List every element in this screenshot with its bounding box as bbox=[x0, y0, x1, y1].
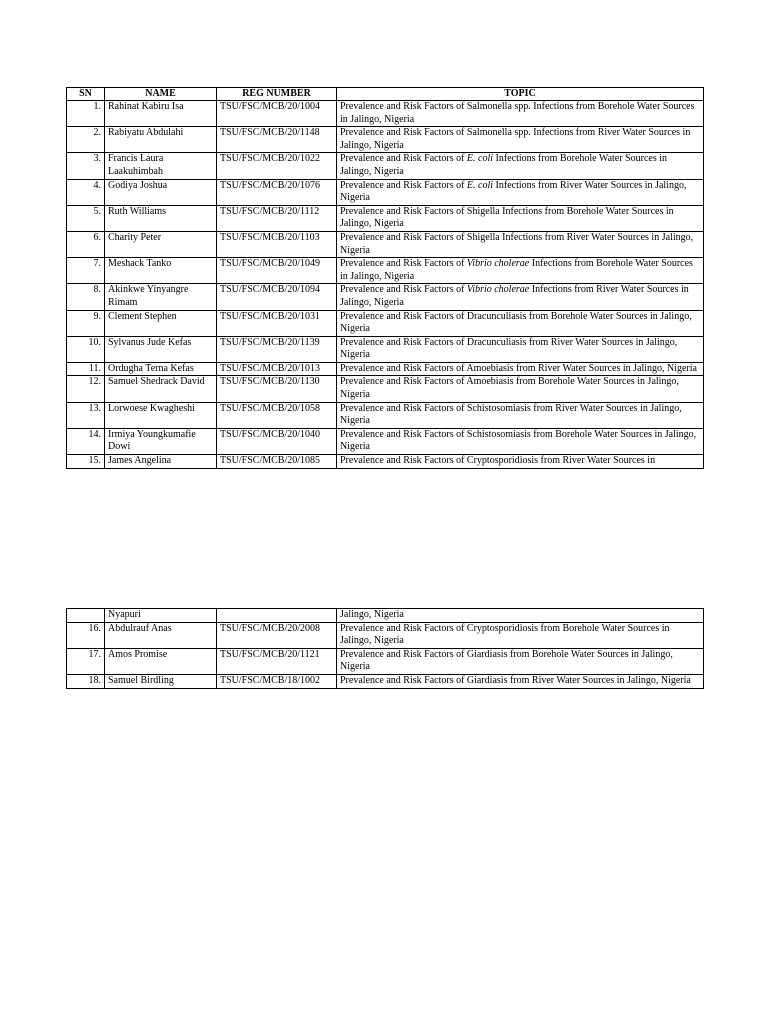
cell-topic bbox=[337, 127, 704, 153]
cell-reg-number: TSU/FSC/MCB/20/1076 bbox=[217, 179, 337, 205]
table-row bbox=[67, 101, 704, 127]
cell-sn: 15. bbox=[67, 455, 105, 469]
student-topics-table bbox=[66, 87, 704, 469]
table-row bbox=[67, 179, 704, 205]
cell-topic bbox=[337, 258, 704, 284]
topic-text: Prevalence and Risk Factors of bbox=[340, 284, 467, 296]
cell-topic bbox=[337, 455, 704, 469]
cell-topic bbox=[337, 231, 704, 257]
cell-reg-number: TSU/FSC/MCB/20/1094 bbox=[217, 284, 337, 310]
cell-topic bbox=[337, 205, 704, 231]
topic-text: Prevalence and Risk Factors of Cryptosporidiosis from River Water Sources in bbox=[340, 455, 656, 467]
cell-topic bbox=[337, 101, 704, 127]
table-row bbox=[67, 205, 704, 231]
cell-reg-number bbox=[217, 609, 337, 623]
topic-text: Prevalence and Risk Factors of Salmonella spp. Infections from Borehole Water Sources in Jalingo, Nigeria bbox=[340, 101, 695, 125]
table-row bbox=[67, 362, 704, 376]
cell-topic bbox=[337, 362, 704, 376]
header-reg-number: REG NUMBER bbox=[217, 88, 337, 101]
cell-reg-number: TSU/FSC/MCB/20/1112 bbox=[217, 205, 337, 231]
topic-text: Prevalence and Risk Factors of Dracunculiasis from Borehole Water Sources in Jalingo, Nigeria bbox=[340, 310, 692, 335]
cell-reg-number: TSU/FSC/MCB/20/1022 bbox=[217, 153, 337, 179]
cell-reg-number: TSU/FSC/MCB/20/1148 bbox=[217, 127, 337, 153]
topic-text: Prevalence and Risk Factors of Amoebiasis from River Water Sources in Jalingo, Nigeria bbox=[340, 362, 697, 374]
cell-name: Irmiya Youngkumafie Dowi bbox=[105, 428, 217, 454]
cell-sn: 14. bbox=[67, 428, 105, 454]
table-body-continued bbox=[67, 609, 704, 689]
cell-topic bbox=[337, 674, 704, 688]
topic-text: Prevalence and Risk Factors of Dracunculiasis from River Water Sources in Jalingo, Nigeria bbox=[340, 336, 678, 361]
topic-text: Prevalence and Risk Factors of Giardiasis from Borehole Water Sources in Jalingo, Nigeria bbox=[340, 648, 673, 673]
cell-name: Amos Promise bbox=[105, 648, 217, 674]
cell-topic bbox=[337, 153, 704, 179]
table-row bbox=[67, 153, 704, 179]
cell-reg-number: TSU/FSC/MCB/20/1058 bbox=[217, 402, 337, 428]
cell-topic bbox=[337, 648, 704, 674]
cell-reg-number: TSU/FSC/MCB/18/1002 bbox=[217, 674, 337, 688]
cell-sn: 5. bbox=[67, 205, 105, 231]
topic-text: Prevalence and Risk Factors of Schistosomiasis from River Water Sources in Jalingo, Nigeria bbox=[340, 402, 682, 427]
cell-sn: 16. bbox=[67, 622, 105, 648]
table-row bbox=[67, 622, 704, 648]
cell-name: Samuel Birdling bbox=[105, 674, 217, 688]
topic-text-rest: Infections from River Water Sources in Jalingo, Nigeria bbox=[340, 179, 687, 204]
topic-text: Prevalence and Risk Factors of bbox=[340, 153, 467, 165]
cell-sn: 7. bbox=[67, 258, 105, 284]
topic-organism-italic: Vibrio cholerae bbox=[466, 258, 530, 270]
cell-topic bbox=[337, 284, 704, 310]
cell-reg-number: TSU/FSC/MCB/20/1130 bbox=[217, 376, 337, 402]
cell-sn: 2. bbox=[67, 127, 105, 153]
table-row bbox=[67, 455, 704, 469]
table-header bbox=[67, 88, 704, 101]
table-row bbox=[67, 428, 704, 454]
cell-sn: 9. bbox=[67, 310, 105, 336]
table-row bbox=[67, 376, 704, 402]
topic-text: Prevalence and Risk Factors of Shigella Infections from River Water Sources in Jalingo, Nigeria bbox=[340, 231, 694, 256]
cell-reg-number: TSU/FSC/MCB/20/1013 bbox=[217, 362, 337, 376]
topic-text: Prevalence and Risk Factors of Giardiasis from River Water Sources in Jalingo, Nigeria bbox=[340, 674, 691, 686]
table-body bbox=[67, 101, 704, 469]
topic-text-rest: Infections from Borehole Water Sources in Jalingo, Nigeria bbox=[340, 258, 693, 282]
table-row bbox=[67, 674, 704, 688]
cell-sn: 18. bbox=[67, 674, 105, 688]
header-row bbox=[67, 88, 704, 101]
cell-sn: 11. bbox=[67, 362, 105, 376]
cell-sn: 17. bbox=[67, 648, 105, 674]
cell-sn: 8. bbox=[67, 284, 105, 310]
table-row bbox=[67, 402, 704, 428]
cell-name: Samuel Shedrack David bbox=[105, 376, 217, 402]
cell-name: Nyapuri bbox=[105, 609, 217, 623]
cell-topic bbox=[337, 310, 704, 336]
cell-topic bbox=[337, 622, 704, 648]
cell-name: Ruth Williams bbox=[105, 205, 217, 231]
table-row bbox=[67, 258, 704, 284]
cell-reg-number: TSU/FSC/MCB/20/1040 bbox=[217, 428, 337, 454]
topic-text: Prevalence and Risk Factors of bbox=[340, 258, 467, 270]
cell-name: Meshack Tanko bbox=[105, 258, 217, 284]
topic-text-rest: Infections from Borehole Water Sources in Jalingo, Nigeria bbox=[340, 153, 667, 177]
topic-organism-italic: Vibrio cholerae bbox=[466, 284, 530, 296]
cell-topic bbox=[337, 179, 704, 205]
cell-name: Lorwoese Kwagheshi bbox=[105, 402, 217, 428]
table-row bbox=[67, 310, 704, 336]
topic-text: Prevalence and Risk Factors of Salmonella spp. Infections from River Water Sources in Jalingo, Nigeria bbox=[340, 127, 691, 151]
table-row bbox=[67, 231, 704, 257]
table-row bbox=[67, 127, 704, 153]
cell-reg-number: TSU/FSC/MCB/20/1004 bbox=[217, 101, 337, 127]
cell-reg-number: TSU/FSC/MCB/20/1085 bbox=[217, 455, 337, 469]
cell-topic bbox=[337, 428, 704, 454]
cell-reg-number: TSU/FSC/MCB/20/2008 bbox=[217, 622, 337, 648]
topic-text: Prevalence and Risk Factors of Cryptosporidiosis from Borehole Water Sources in Jalingo, Nigeria bbox=[340, 622, 670, 647]
cell-name: Charity Peter bbox=[105, 231, 217, 257]
cell-sn bbox=[67, 609, 105, 623]
cell-name: Abdulrauf Anas bbox=[105, 622, 217, 648]
table-row bbox=[67, 336, 704, 362]
cell-sn: 1. bbox=[67, 101, 105, 127]
cell-name: Akinkwe Yinyangre Rimam bbox=[105, 284, 217, 310]
cell-reg-number: TSU/FSC/MCB/20/1121 bbox=[217, 648, 337, 674]
cell-sn: 10. bbox=[67, 336, 105, 362]
cell-name: Godiya Joshua bbox=[105, 179, 217, 205]
cell-sn: 12. bbox=[67, 376, 105, 402]
cell-topic bbox=[337, 402, 704, 428]
topic-text: Prevalence and Risk Factors of Shigella Infections from Borehole Water Sources in Jalingo, Nigeria bbox=[340, 205, 674, 230]
cell-reg-number: TSU/FSC/MCB/20/1031 bbox=[217, 310, 337, 336]
topic-organism-italic: E. coli bbox=[466, 153, 494, 165]
cell-sn: 4. bbox=[67, 179, 105, 205]
cell-topic: Jalingo, Nigeria bbox=[337, 609, 704, 623]
header-topic: TOPIC bbox=[337, 88, 704, 101]
topic-text: Prevalence and Risk Factors of Amoebiasis from Borehole Water Sources in Jalingo, Nigeria bbox=[340, 376, 679, 401]
cell-name: Clement Stephen bbox=[105, 310, 217, 336]
cell-name: Sylvanus Jude Kefas bbox=[105, 336, 217, 362]
cell-name: Ordugha Terna Kefas bbox=[105, 362, 217, 376]
cell-name: Rahinat Kabiru Isa bbox=[105, 101, 217, 127]
cell-topic bbox=[337, 376, 704, 402]
cell-sn: 6. bbox=[67, 231, 105, 257]
header-name: NAME bbox=[105, 88, 217, 101]
topic-text: Prevalence and Risk Factors of bbox=[340, 179, 467, 191]
student-topics-table-continued bbox=[66, 608, 704, 689]
cell-topic bbox=[337, 336, 704, 362]
cell-reg-number: TSU/FSC/MCB/20/1139 bbox=[217, 336, 337, 362]
header-sn: SN bbox=[67, 88, 105, 101]
topic-organism-italic: E. coli bbox=[466, 179, 494, 191]
table-row-continuation bbox=[67, 609, 704, 623]
cell-reg-number: TSU/FSC/MCB/20/1049 bbox=[217, 258, 337, 284]
topic-text: Prevalence and Risk Factors of Schistosomiasis from Borehole Water Sources in Jalingo, Nigeria bbox=[340, 428, 697, 453]
topic-text-rest: Infections from River Water Sources in Jalingo, Nigeria bbox=[340, 284, 689, 308]
cell-name: Rabiyatu Abdulahi bbox=[105, 127, 217, 153]
cell-sn: 13. bbox=[67, 402, 105, 428]
cell-name: Francis Laura Laakuhimbah bbox=[105, 153, 217, 179]
cell-name: James Angelina bbox=[105, 455, 217, 469]
table-row bbox=[67, 648, 704, 674]
cell-sn: 3. bbox=[67, 153, 105, 179]
cell-reg-number: TSU/FSC/MCB/20/1103 bbox=[217, 231, 337, 257]
table-row bbox=[67, 284, 704, 310]
